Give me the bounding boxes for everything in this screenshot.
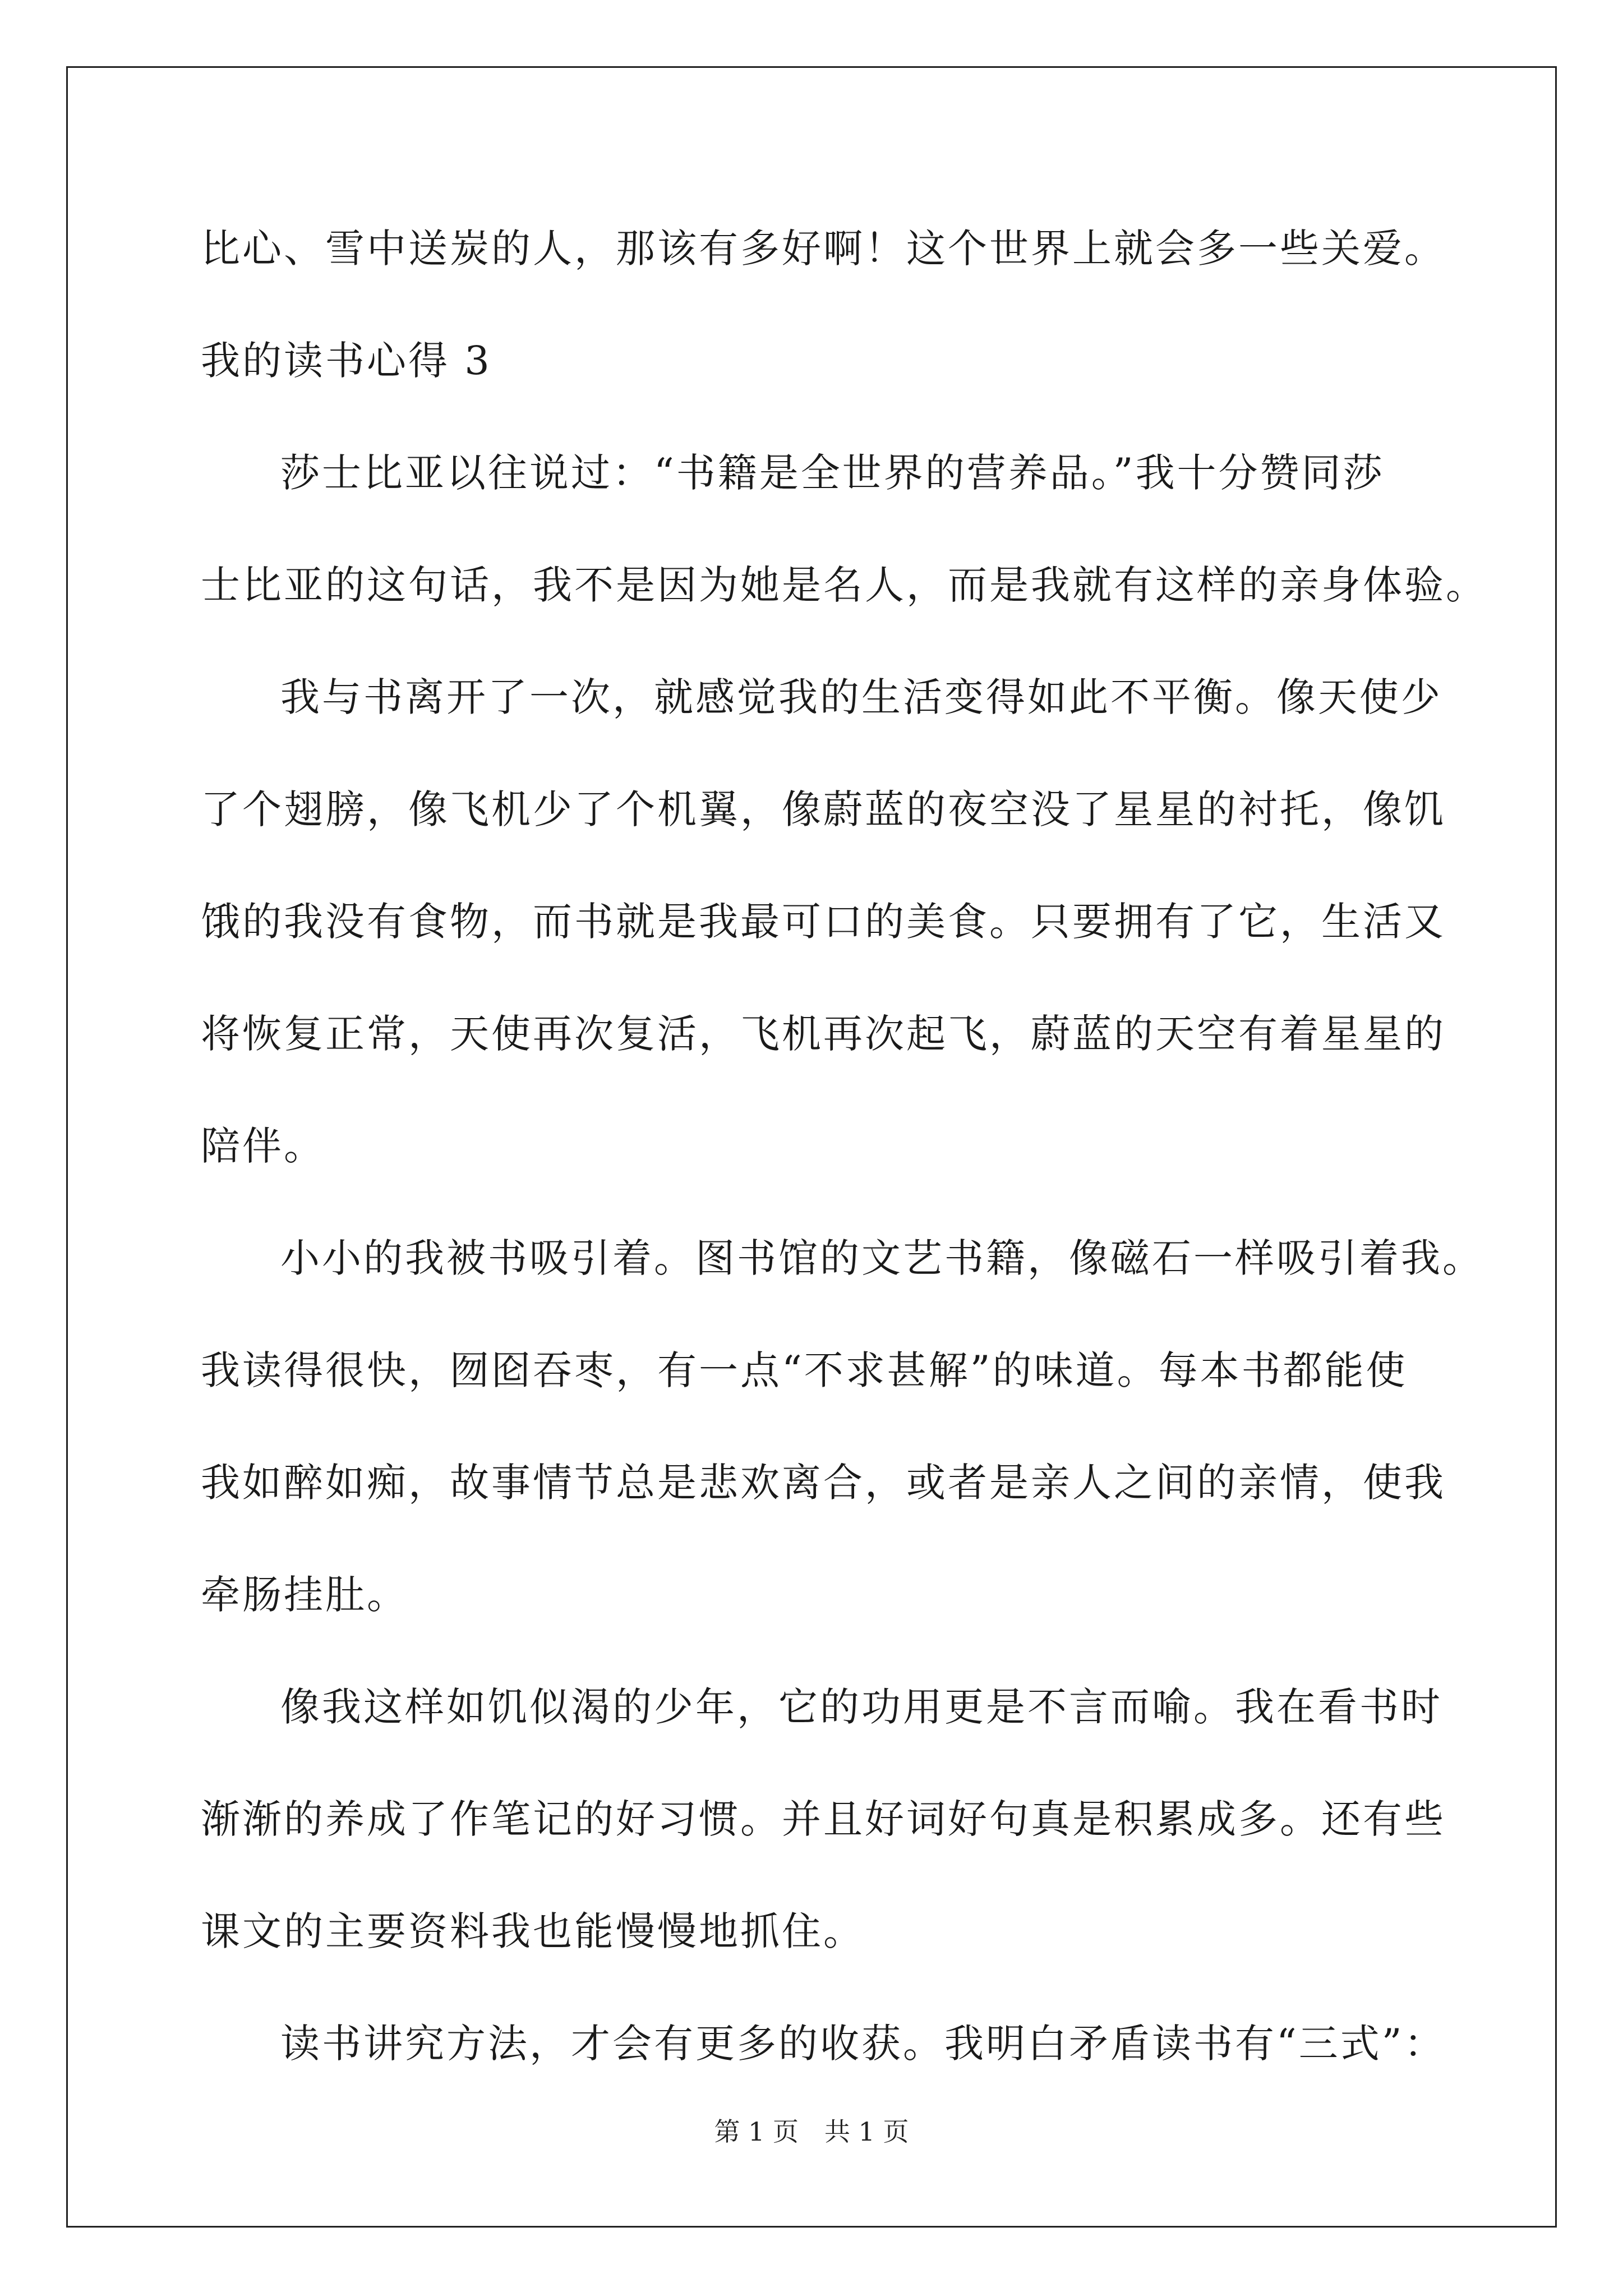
text-line: 渐渐的养成了作笔记的好习惯。并且好词好句真是积累成多。还有些 bbox=[201, 1796, 1446, 1842]
text-line: 了个翅膀，像飞机少了个机翼，像蔚蓝的夜空没了星星的衬托，像饥 bbox=[201, 786, 1446, 832]
text-line: 我读得很快，囫囵吞枣，有一点“不求甚解”的味道。每本书都能使 bbox=[201, 1347, 1408, 1393]
text-line: 陪伴。 bbox=[201, 1123, 325, 1169]
text-line: 像我这样如饥似渴的少年，它的功用更是不言而喻。我在看书时 bbox=[280, 1684, 1442, 1730]
text-line: 比心、雪中送炭的人，那该有多好啊！这个世界上就会多一些关爱。 bbox=[201, 226, 1446, 272]
text-line: 读书讲究方法，才会有更多的收获。我明白矛盾读书有“三式”： bbox=[280, 2021, 1446, 2067]
text-line: 我与书离开了一次，就感觉我的生活变得如此不平衡。像天使少 bbox=[280, 674, 1442, 720]
text-line: 小小的我被书吸引着。图书馆的文艺书籍，像磁石一样吸引着我。 bbox=[280, 1235, 1484, 1281]
text-line: 莎士比亚以往说过：“书籍是全世界的营养品。”我十分赞同莎 bbox=[280, 450, 1385, 496]
section-heading: 我的读书心得 3 bbox=[201, 338, 492, 384]
text-line: 课文的主要资料我也能慢慢地抓住。 bbox=[201, 1908, 865, 1954]
text-line: 饿的我没有食物，而书就是我最可口的美食。只要拥有了它，生活又 bbox=[201, 899, 1446, 945]
text-line: 牵肠挂肚。 bbox=[201, 1572, 408, 1618]
text-line: 将恢复正常，天使再次复活，飞机再次起飞，蔚蓝的天空有着星星的 bbox=[201, 1011, 1446, 1057]
text-line: 我如醉如痴，故事情节总是悲欢离合，或者是亲人之间的亲情，使我 bbox=[201, 1460, 1446, 1506]
page-footer: 第 1 页 共 1 页 bbox=[714, 2116, 909, 2147]
text-line: 士比亚的这句话，我不是因为她是名人，而是我就有这样的亲身体验。 bbox=[201, 562, 1487, 608]
